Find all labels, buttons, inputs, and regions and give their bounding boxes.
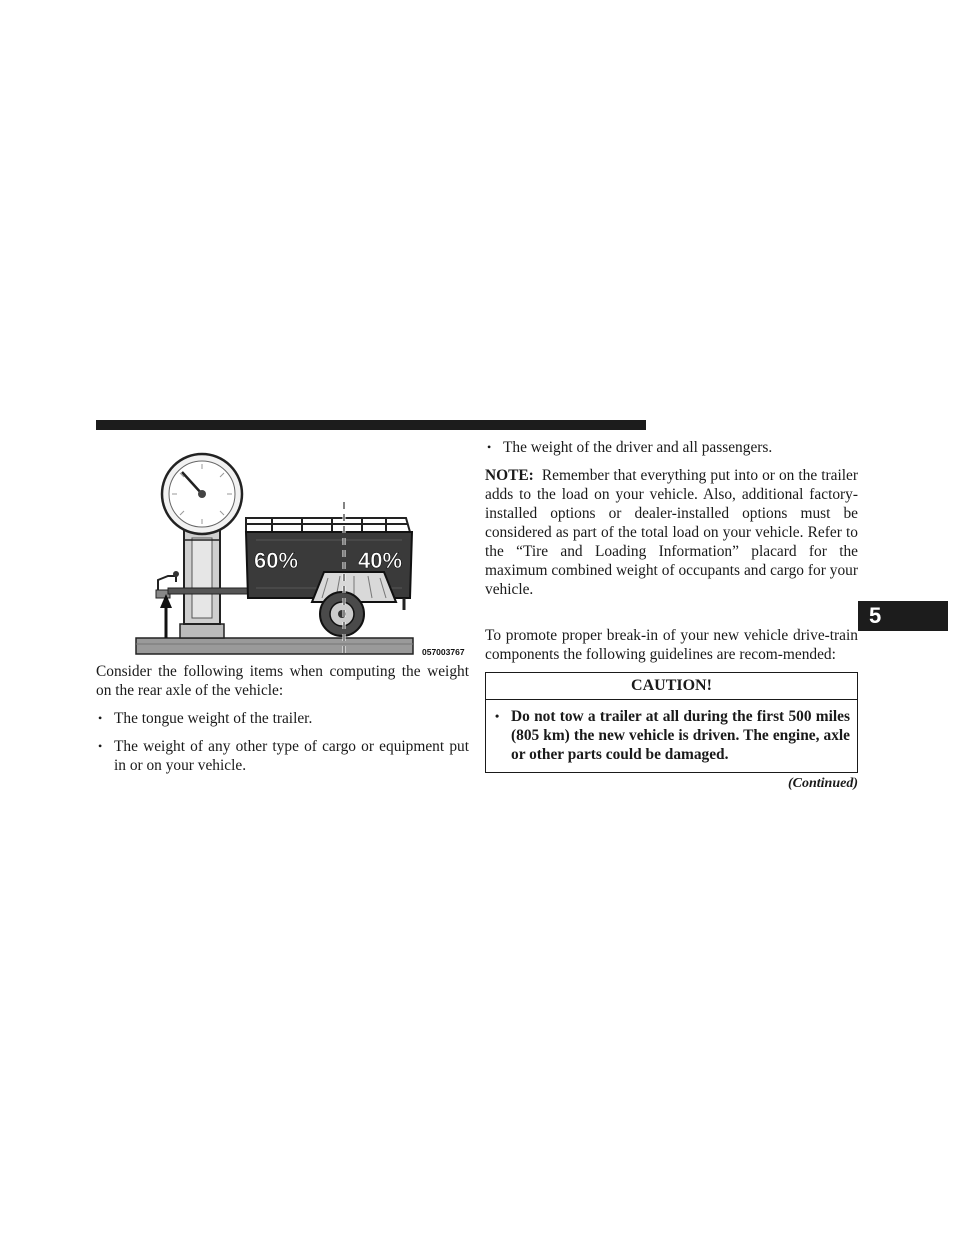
right-column [485,438,858,793]
trailer-scale-illustration [96,448,469,658]
trailer-tongue [168,588,248,594]
ground-strip [136,638,413,654]
chapter-tab: 5 [858,601,948,631]
list-item: • The weight of any other type of cargo or equipment put in or on your vehicle. [96,737,469,775]
image-code: 057003767 [422,647,465,657]
left-column [96,448,469,775]
caution-title: CAUTION! [486,673,857,700]
front-weight-percent: 60% [254,548,299,573]
note-label: NOTE: [485,467,534,484]
list-item: • The tongue weight of the trailer. [96,709,469,728]
continued-label: (Continued) [787,776,858,791]
passenger-bullet-list [485,438,858,457]
rear-axle-bullet-list [96,709,469,775]
caution-item: • Do not tow a trailer at all during the first 500 miles (805 km) the new vehicle is driven. The engine, axle or other parts could be damaged. [493,707,850,764]
rear-axle-intro: Consider the following items when computing the weight on the rear axle of the vehicle: [96,663,469,699]
list-item: • The weight of the driver and all passengers. [485,438,858,457]
header-rule [96,420,646,430]
note-paragraph [485,466,858,599]
note-text: Remember that everything put into or on the trailer adds to the load on your vehicle. Also, additional factory-installed options or dealer-installed options must be considered as part of the total load on your vehicle. Refer to the “Tire and Loading Information” placard for the maximum combined weight of occupants and cargo for your vehicle. [485,467,858,598]
rear-weight-percent: 40% [358,548,403,573]
break-in-paragraph: To promote proper break-in of your new vehicle drive-train components the following guidelines are recom-mended: [485,627,858,663]
trailer-weight-illustration [96,448,469,658]
trailer-rail [246,518,410,532]
caution-box [485,672,858,773]
caution-list [486,700,857,772]
